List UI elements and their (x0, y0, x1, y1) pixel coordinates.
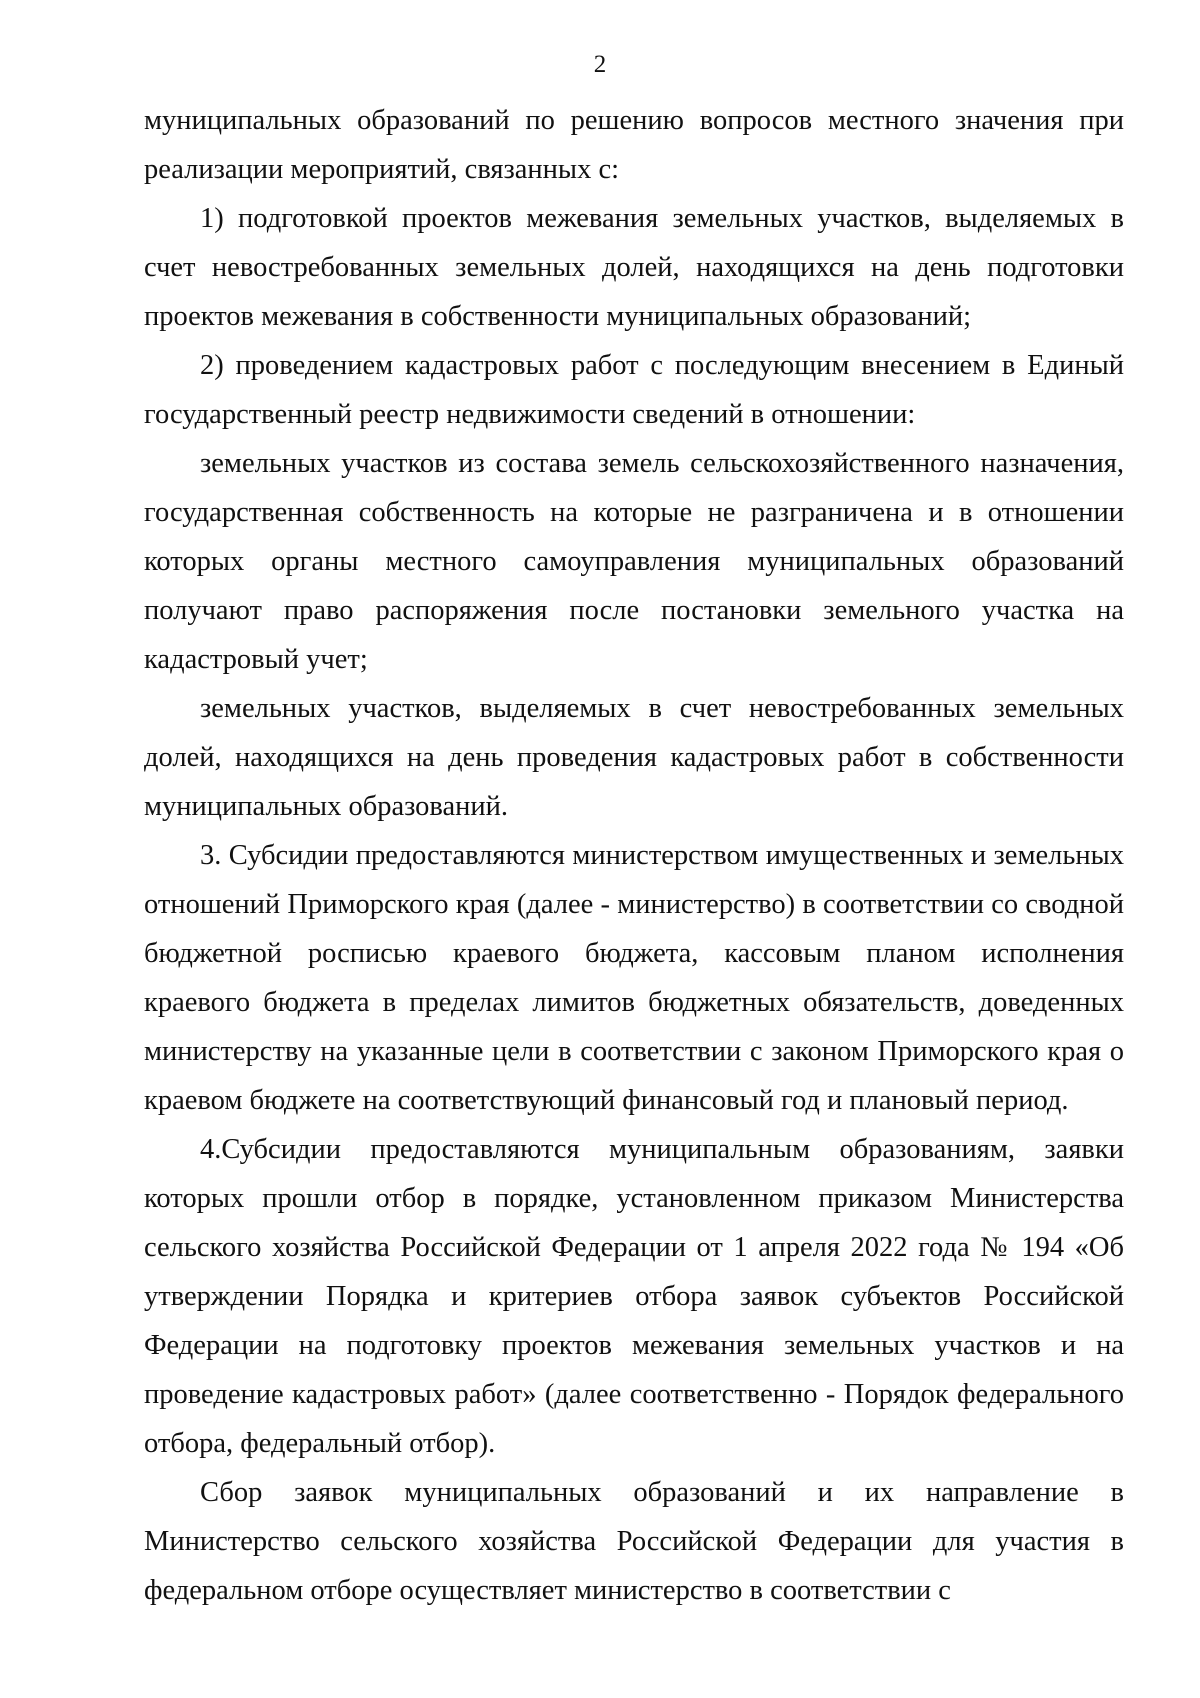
paragraph-item-2: 2) проведением кадастровых работ с последующим внесением в Единый государственный реестр недвижимости сведений в отношении: (144, 350, 1124, 430)
paragraph-clause-3: 3. Субсидии предоставляются министерством имущественных и земельных отношений Приморского края (далее - министерство) в соответствии со сводной бюджетной росписью краевого бюджета, кассовым планом исполнения краевого бюджета в пределах лимитов бюджетных обязательств, доведенных министерству на указанные цели в соответствии с законом Приморского края о краевом бюджете на соответствующий финансовый год и плановый период. (144, 840, 1124, 1116)
paragraph-subitem-land-plots: земельных участков из состава земель сельскохозяйственного назначения, государственная собственность на которые не разграничена и в отношении которых органы местного самоуправления муниципальных образований получают право распоряжения после постановки земельного участка на кадастровый учет; (144, 448, 1124, 675)
page-number: 2 (593, 51, 607, 78)
paragraph-item-1: 1) подготовкой проектов межевания земельных участков, выделяемых в счет невостребованных земельных долей, находящихся на день подготовки проектов межевания в собственности муниципальных образований; (144, 203, 1124, 332)
paragraph-clause-4: 4.Субсидии предоставляются муниципальным образованиям, заявки которых прошли отбор в порядке, установленном приказом Министерства сельского хозяйства Российской Федерации от 1 апреля 2022 года № 194 «Об утверждении Порядка и критериев отбора заявок субъектов Российской Федерации на подготовку проектов межевания земельных участков и на проведение кадастровых работ» (далее соответственно - Порядок федерального отбора, федеральный отбор). (144, 1134, 1124, 1459)
paragraph-continuation: муниципальных образований по решению вопросов местного значения при реализации мероприятий, связанных с: (144, 105, 1124, 185)
paragraph-application-collection: Сбор заявок муниципальных образований и их направление в Министерство сельского хозяйства Российской Федерации для участия в федеральном отборе осуществляет министерство в соответствии с (144, 1477, 1124, 1606)
document-body (144, 96, 1124, 1615)
paragraph-subitem-allocated-plots: земельных участков, выделяемых в счет невостребованных земельных долей, находящихся на день проведения кадастровых работ в собственности муниципальных образований. (144, 693, 1124, 822)
